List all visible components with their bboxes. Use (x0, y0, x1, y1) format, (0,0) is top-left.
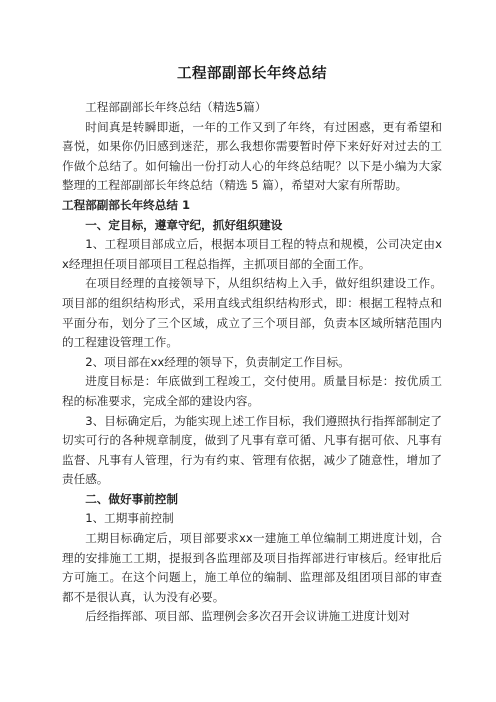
paragraph: 进度目标是：年底做到工程竣工，交付使用。质量目标是：按优质工程的标准要求，完成全部的建设内容。 (62, 374, 442, 408)
paragraph: 1、工期事前控制 (85, 511, 174, 526)
paragraph: 后经指挥部、项目部、监理例会多次召开会议讲施工进度计划对 (85, 609, 410, 624)
paragraph: 在项目经理的直接领导下，从组织结构上入手，做好组织建设工作。项目部的组织结构形式，采用直线式组织结构形式，即：根据工程特点和平面分布，划分了三个区域，成立了三个项目部，负责本区域所辖范围内的工程建设管理工作。 (62, 276, 442, 350)
paragraph: 3、目标确定后，为能实现上述工作目标，我们遵照执行指挥部制定了切实可行的各种规章制度，做到了凡事有章可循、凡事有据可依、凡事有监督、凡事有人管理，行为有约束、管理有依据，减少了随意性，增加了责任感。 (62, 413, 442, 487)
paragraph: 1、工程项目部成立后，根据本项目工程的特点和规模，公司决定由xx经理担任项目部项目工程总指挥，主抓项目部的全面工作。 (62, 237, 442, 271)
paragraph: 工期目标确定后，项目部要求xx一建施工单位编制工期进度计划，合理的安排施工工期，提报到各监理部及项目指挥部进行审核后。经审批后方可施工。在这个问题上，施工单位的编制、监理部及组团项目部的审查都不是很认真，认为没有必要。 (62, 531, 442, 604)
part-heading-1: 一、定目标，遵章守纪，抓好组织建设 (85, 217, 283, 232)
intro-subtitle: 工程部副部长年终总结（精选5篇） (85, 100, 267, 114)
intro-paragraph: 时间真是转瞬即逝，一年的工作又到了年终，有过困惑，更有希望和喜悦，如果你仍旧感到迷茫，那么我想你需要暂时停下来好好对过去的工作做个总结了。如何输出一份打动人心的年终总结呢？以下是小编为大家整理的工程部副部长年终总结（精选 5 篇），希望对大家有所帮助。 (62, 119, 442, 193)
part-heading-2: 二、做好事前控制 (85, 491, 178, 506)
document-title: 工程部副部长年终总结 (177, 66, 327, 82)
paragraph: 2、项目部在xx经理的领导下，负责制定工作目标。 (85, 354, 350, 369)
section-heading-1: 工程部副部长年终总结 1 (62, 197, 191, 212)
